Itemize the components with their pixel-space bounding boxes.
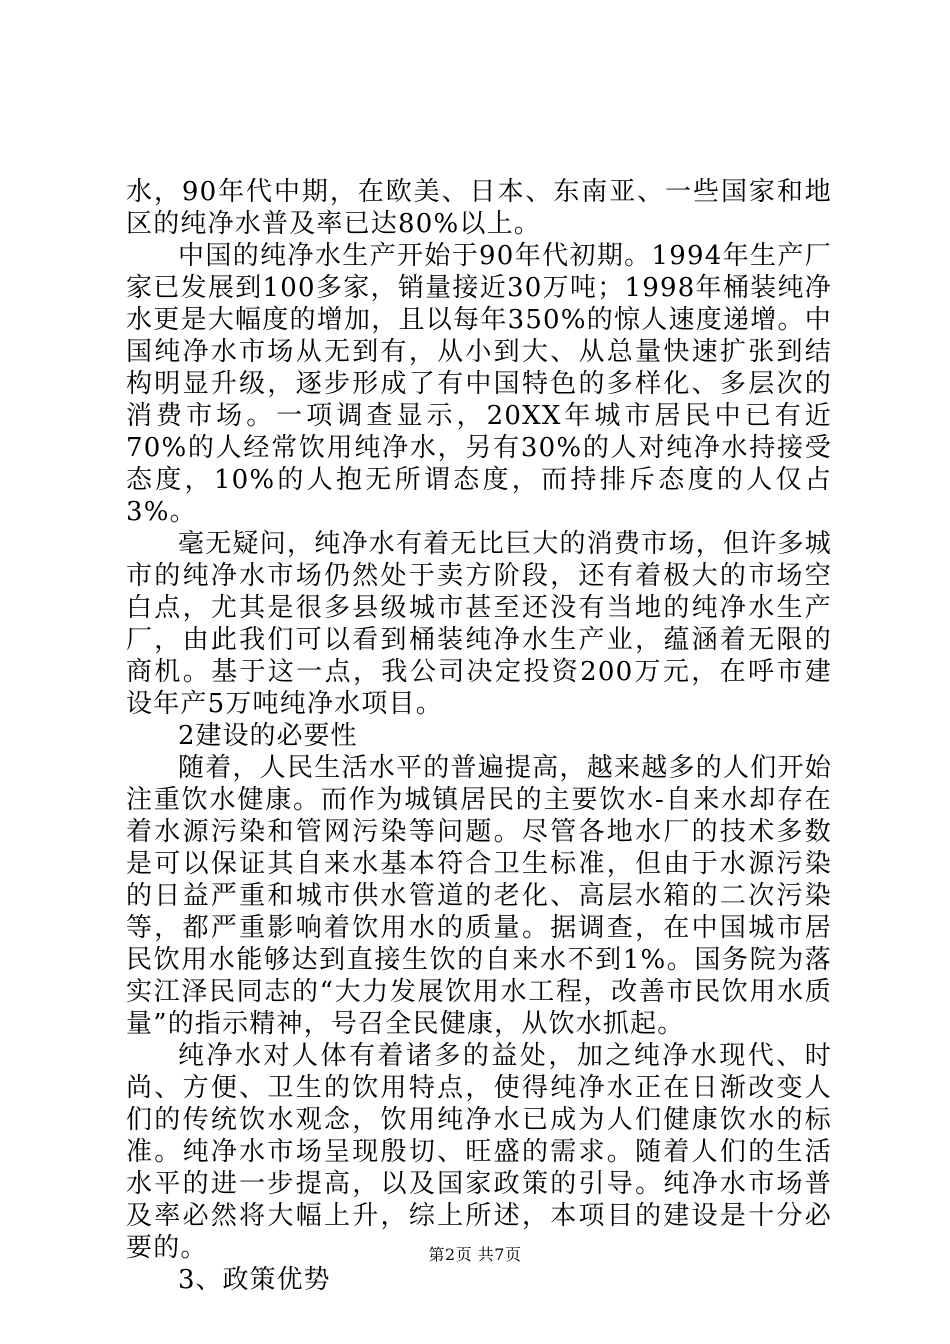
document-body [126,176,832,1296]
section-heading-policy: 3、政策优势 [178,1265,331,1295]
paragraph-drinking-health: 随着，人民生活水平的普遍提高，越来越多的人们开始注重饮水健康。而作为城镇居民的主要饮水-自来水却存在着水源污染和管网污染等问题。尽管各地水厂的技术多数是可以保证其自来水基本符合卫生标准，但由于水源污染的日益严重和城市供水管道的老化、高层水箱的二次污染等，都严重影响着饮用水的质量。据调查，在中国城市居民饮用水能够达到直接生饮的自来水不到1%。国务院为落实江泽民同志的“大力发展饮用水工程，改善市民饮用水质量”的指示精神，号召全民健康，从饮水抓起。 [126,753,832,1039]
paragraph-benefits: 纯净水对人体有着诸多的益处，加之纯净水现代、时尚、方便、卫生的饮用特点，使得纯净水正在日渐改变人们的传统饮水观念，饮用纯净水已成为人们健康饮水的标准。纯净水市场呈现殷切、旺盛的需求。随着人们的生活水平的进一步提高，以及国家政策的引导。纯净水市场普及率必然将大幅上升，综上所述，本项目的建设是十分必要的。 [126,1041,832,1263]
page-number-label: 第2页 共7页 [428,1245,522,1264]
paragraph-market-opportunity: 毫无疑问，纯净水有着无比巨大的消费市场，但许多城市的纯净水市场仍然处于卖方阶段，还有着极大的市场空白点，尤其是很多县级城市甚至还没有当地的纯净水生产厂，由此我们可以看到桶装纯净水生产业，蕴涵着无限的商机。基于这一点，我公司决定投资200万元，在呼市建设年产5万吨纯净水项目。 [126,529,832,719]
paragraph-continuation: 水，90年代中期，在欧美、日本、东南亚、一些国家和地区的纯净水普及率已达80%以上。 [126,177,832,239]
page-footer [0,1245,950,1265]
paragraph-china-production: 中国的纯净水生产开始于90年代初期。1994年生产厂家已发展到100多家，销量接近30万吨；1998年桶装纯净水更是大幅度的增加，且以每年350%的惊人速度递增。中国纯净水市场从无到有，从小到大、从总量快速扩张到结构明显升级，逐步形成了有中国特色的多样化、多层次的消费市场。一项调查显示，20XX年城市居民中已有近70%的人经常饮用纯净水，另有30%的人对纯净水持接受态度，10%的人抱无所谓态度，而持排斥态度的人仅占3%。 [126,241,832,527]
section-heading-necessity: 2建设的必要性 [178,721,358,751]
